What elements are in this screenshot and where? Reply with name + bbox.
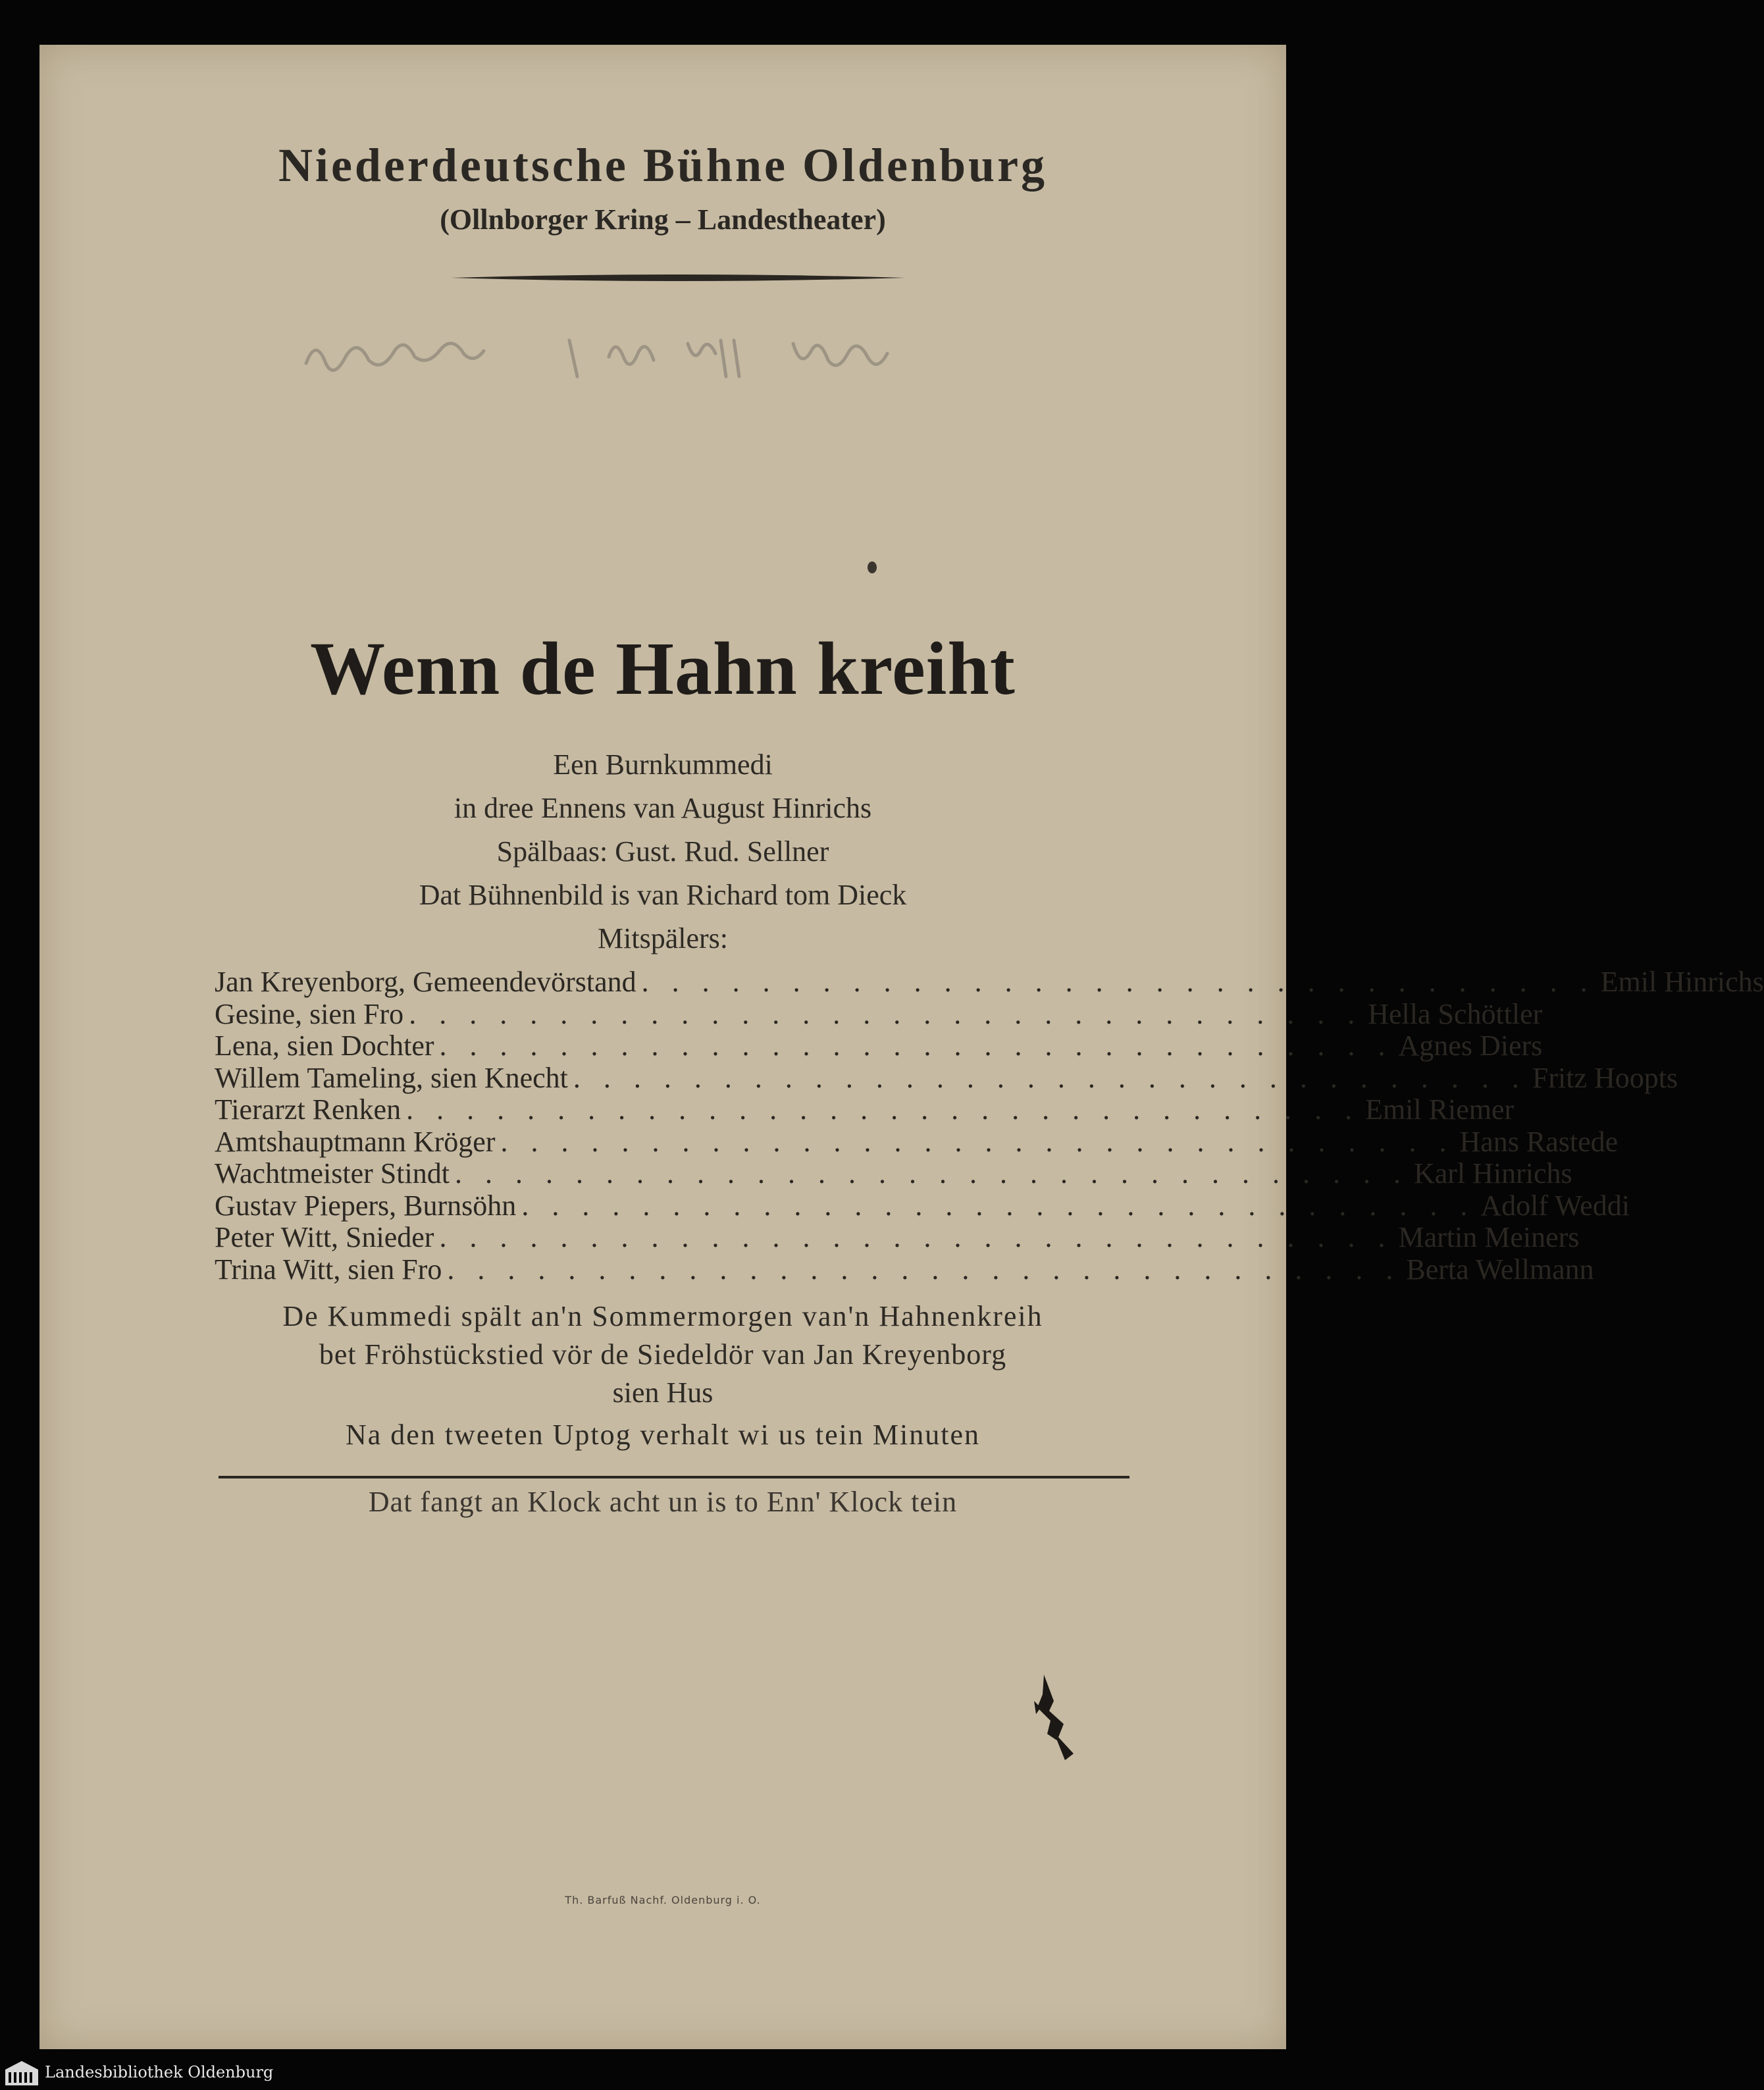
- play-title: Wenn de Hahn kreiht: [310, 627, 1016, 710]
- cast-role: Amtshauptmann Kröger: [215, 1125, 496, 1158]
- divider-rule: [219, 1476, 1129, 1478]
- cast-actor: Karl Hinrichs: [1413, 1157, 1572, 1189]
- cast-role: Gustav Piepers, Burnsöhn: [215, 1189, 517, 1222]
- cast-actor: Agnes Diers: [1398, 1030, 1543, 1062]
- ink-spot: [868, 562, 877, 573]
- leader-dots: . . . . . . . . . . . . . . . . . . . . . . . . . . . . . . . .: [500, 1125, 1455, 1158]
- cast-row: [215, 997, 1543, 1030]
- leader-dots: . . . . . . . . . . . . . . . . . . . . . . . . . . . . . . . .: [641, 966, 1595, 998]
- leader-dots: . . . . . . . . . . . . . . . . . . . . . . . . . . . . . . . .: [521, 1189, 1476, 1222]
- cast-role: Willem Tameling, sien Knecht: [215, 1061, 568, 1094]
- cast-row: [215, 1093, 1515, 1126]
- setting-line-3: sien Hus: [612, 1376, 713, 1409]
- setting-line-2: bet Fröhstückstied vör de Siedeldör van Jan Kreyenborg: [319, 1338, 1007, 1371]
- cast-row: [215, 1029, 1543, 1062]
- decorative-rule: [451, 273, 905, 282]
- leader-dots: . . . . . . . . . . . . . . . . . . . . . . . . . . . . . . . .: [439, 1221, 1393, 1253]
- leader-dots: . . . . . . . . . . . . . . . . . . . . . . . . . . . . . . . .: [573, 1061, 1527, 1094]
- play-author: in dree Ennens van August Hinrichs: [454, 792, 872, 824]
- play-stage-design: Dat Bühnenbild is van Richard tom Dieck: [419, 879, 907, 911]
- cast-actor: Fritz Hoopts: [1532, 1061, 1678, 1094]
- playbill-sheet: [39, 45, 1764, 2049]
- cast-actor: Emil Hinrichs: [1600, 966, 1764, 998]
- organization-title: Niederdeutsche Bühne Oldenburg: [278, 139, 1048, 192]
- printer-imprint: Th. Barfuß Nachf. Oldenburg i. O.: [565, 1894, 761, 1906]
- cast-actor: Hella Schöttler: [1368, 997, 1543, 1030]
- cast-row: [215, 965, 1764, 998]
- pencil-annotation: [293, 317, 1030, 396]
- play-director: Spälbaas: Gust. Rud. Sellner: [496, 835, 829, 868]
- leader-dots: . . . . . . . . . . . . . . . . . . . . . . . . . . . . . . . .: [454, 1157, 1409, 1189]
- cast-role: Wachtmeister Stindt: [215, 1157, 450, 1189]
- paper-damage: [1018, 1661, 1097, 1780]
- cast-role: Peter Witt, Snieder: [215, 1221, 434, 1253]
- leader-dots: . . . . . . . . . . . . . . . . . . . . . . . . . . . . . . . .: [406, 1093, 1361, 1126]
- cast-list: [215, 965, 1764, 1286]
- cast-row: [215, 1157, 1572, 1189]
- intermission-note: Na den tweeten Uptog verhalt wi us tein Minuten: [345, 1419, 980, 1451]
- cast-actor: Berta Wellmann: [1406, 1253, 1594, 1286]
- leader-dots: . . . . . . . . . . . . . . . . . . . . . . . . . . . . . . . .: [447, 1253, 1401, 1286]
- cast-row: [215, 1125, 1619, 1158]
- organization-subtitle: (Ollnborger Kring – Landestheater): [440, 203, 886, 236]
- cast-role: Tierarzt Renken: [215, 1093, 402, 1126]
- cast-role: Jan Kreyenborg, Gemeendevörstand: [215, 966, 636, 998]
- cast-role: Lena, sien Dochter: [215, 1030, 434, 1062]
- leader-dots: . . . . . . . . . . . . . . . . . . . . . . . . . . . . . . . .: [409, 997, 1363, 1030]
- setting-line-1: De Kummedi spält an'n Sommermorgen van'n Hahnenkreih: [282, 1300, 1043, 1332]
- cast-role: Gesine, sien Fro: [215, 997, 404, 1030]
- leader-dots: . . . . . . . . . . . . . . . . . . . . . . . . . . . . . . . .: [439, 1030, 1393, 1062]
- cast-row: [215, 1061, 1678, 1094]
- performance-times: Dat fangt an Klock acht un is to Enn' Klock tein: [368, 1486, 958, 1518]
- library-name: Landesbibliothek Oldenburg: [45, 2063, 274, 2081]
- cast-actor: Martin Meiners: [1398, 1221, 1580, 1253]
- cast-row: [215, 1220, 1580, 1253]
- play-genre: Een Burnkummedi: [553, 748, 773, 781]
- cast-role: Trina Witt, sien Fro: [215, 1253, 442, 1286]
- library-building-icon: [4, 2059, 39, 2087]
- cast-actor: Hans Rastede: [1459, 1125, 1619, 1158]
- cast-actor: Adolf Weddi: [1480, 1189, 1630, 1222]
- cast-row: [215, 1189, 1630, 1222]
- cast-row: [215, 1253, 1594, 1286]
- cast-actor: Emil Riemer: [1365, 1093, 1515, 1126]
- cast-heading: Mitspälers:: [598, 922, 728, 954]
